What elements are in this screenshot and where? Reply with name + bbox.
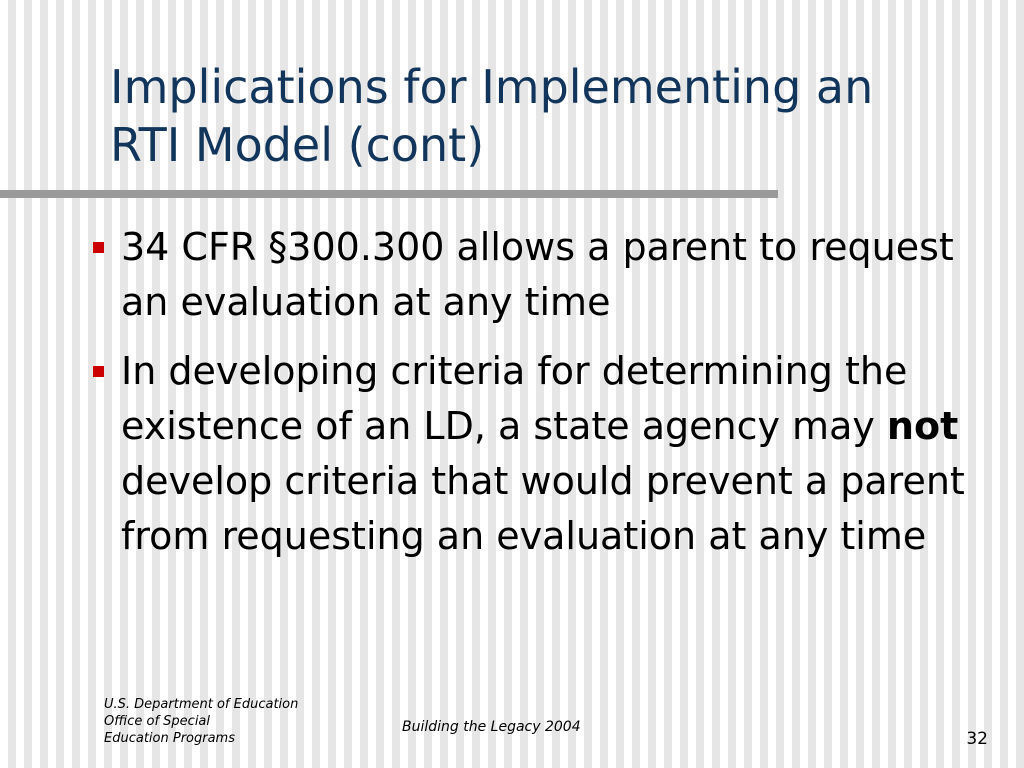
bullet-text-before: In developing criteria for determining the existence of an LD, a state agency may [121,349,908,448]
bullet-text [121,349,965,558]
slide-title-line2: RTI Model (cont) [110,118,485,172]
footer-org-line1: U.S. Department of Education [104,697,299,712]
title-divider [0,190,778,198]
slide-title [110,58,1000,174]
square-bullet-icon [93,366,104,377]
square-bullet-icon [93,242,104,253]
bullet-item-criteria [88,344,1008,564]
slide-number: 32 [966,729,988,749]
footer-organization [104,696,298,747]
bullet-text-after: develop criteria that would prevent a parent from requesting an evaluation at any time [121,459,965,558]
footer-center-text: Building the Legacy 2004 [402,719,581,735]
bullet-text: 34 CFR §300.300 allows a parent to request an evaluation at any time [121,225,954,324]
footer-org-line2: Office of Special [104,714,211,729]
slide-title-line1: Implications for Implementing an [110,60,874,114]
bullet-emphasis: not [886,404,959,448]
bullet-list [88,220,1008,578]
bullet-item-cfr [88,220,1008,330]
footer-org-line3: Education Programs [104,731,235,746]
